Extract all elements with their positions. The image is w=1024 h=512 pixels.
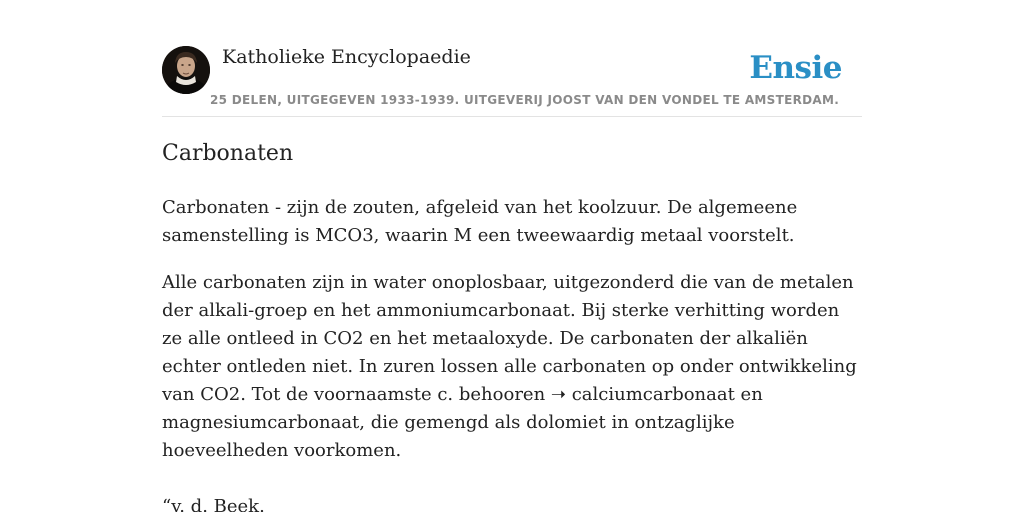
portrait-icon	[162, 46, 210, 94]
article-title: Carbonaten	[162, 141, 294, 166]
source-title[interactable]: Katholieke Encyclopaedie	[222, 46, 471, 68]
source-header	[162, 46, 862, 117]
article-content	[162, 138, 862, 512]
article-paragraph-2	[162, 269, 862, 465]
article-paragraph-1: Carbonaten - zijn de zouten, afgeleid van het koolzuur. De algemeene samenstelling is MCO3, waarin M een tweewaardig metaal voorstelt.	[162, 197, 798, 246]
source-subtitle: 25 DELEN, UITGEGEVEN 1933-1939. UITGEVERIJ JOOST VAN DEN VONDEL TE AMSTERDAM.	[210, 93, 840, 107]
paragraph-2-text-after: calciumcarbonaat en magnesiumcarbonaat, die gemengd als dolomiet in ontzaglijke hoeveelheden voorkomen.	[162, 384, 763, 461]
avatar[interactable]	[162, 46, 210, 94]
brand-logo-link[interactable]: Ensie	[749, 50, 842, 86]
paragraph-2-text-before: Alle carbonaten zijn in water onoplosbaar, uitgezonderd die van de metalen der alkali-groep en het ammoniumcarbonaat. Bij sterke verhitting worden ze alle ontleed in CO2 en het metaaloxyde. De carbonaten der alkaliën echter ontleden niet. In zuren lossen alle carbonaten op onder ontwikkeling van CO2. Tot de voornaamste c. behooren	[162, 272, 857, 405]
article-author: “v. d. Beek.	[162, 496, 265, 512]
cross-reference-arrow-link[interactable]: ➝	[550, 384, 566, 405]
